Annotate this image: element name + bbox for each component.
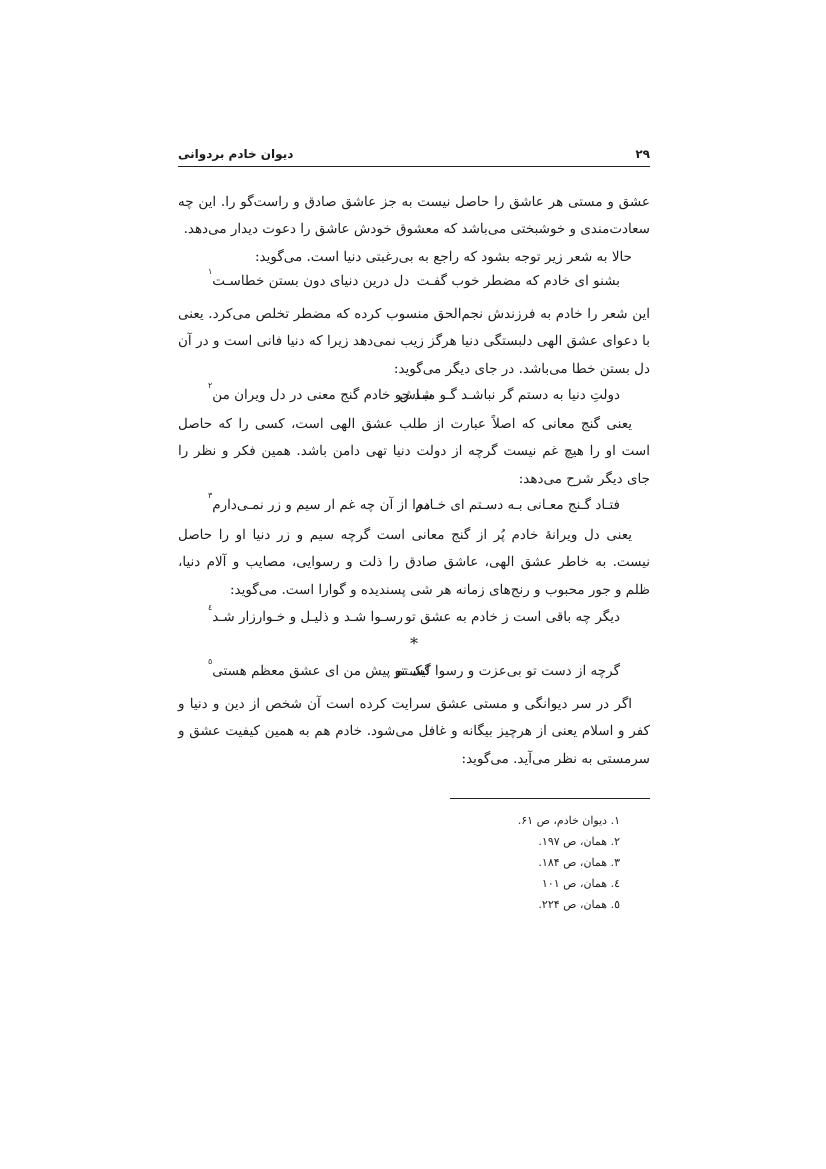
footnote: ۱. دیوان خادم، ص ۶۱.	[517, 814, 620, 827]
running-title: دیوان خادم بردوانی	[178, 147, 294, 161]
footnote: ٤. همان، ص ۱۰۱	[541, 877, 620, 890]
footnote-rule	[450, 798, 650, 799]
verse-hemistich: دیگر چه باقی است ز خادم به عشق تو	[405, 609, 620, 625]
page-header	[178, 143, 650, 165]
text-block-3	[178, 411, 650, 493]
paragraph: اگر در سر دیوانگی و مستی عشق سرایت کرده است آن شخص از دین و دنیا و کفر و اسلام یعنی از هرچیز بیگانه و غافل می‌شود. خادم هم به همین کیفیت عشق و سرمستی به نظر می‌آید. می‌گوید:	[178, 696, 650, 767]
verse-line	[178, 268, 650, 294]
verse-hemistich: مرا از آن چه غم ار سیم و زر نمـی‌دارم$^۳$	[208, 490, 431, 513]
verse-line	[178, 492, 650, 518]
verse-hemistich: گرچه از دست تو بی‌عزت و رسوا گشـتم	[395, 663, 620, 679]
text-block-1	[178, 189, 650, 271]
paragraph: این شعر را خادم به فرزندش نجم‌الحق منسوب کرده که مضطر تخلص می‌کرد. یعنی با دعوای عشق الهی دلبستگی دنیا هرگز زیب نمی‌دهد زیرا که دنیا فانی است و در آن دل بستن خطا می‌باشد. در جای دیگر می‌گوید:	[178, 306, 650, 377]
paragraph: حالا به شعر زیر توجه بشود که راجع به بی‌رغبتی دنیا است. می‌گوید:	[254, 248, 632, 265]
page-number: ۲۹	[635, 147, 650, 161]
paragraph: عشق و مستی هر عاشق را حاصل نیست به جز عاشق صادق و راست‌گو را. این چه سعادت‌مندی و خوشبختی می‌باشد که معشوق خودش عاشق را دعوت دیدار می‌دهد.	[178, 194, 650, 238]
verse-hemistich: شد چو خادم گنج معنی در دل ویران من$^۲$	[208, 380, 433, 403]
paragraph: یعنی دل ویرانهٔ خادم پُر از گنج معانی است گرچه سیم و زر دنیا او را حاصل نیست. به خاطر عشق الهی، عاشق صادق را ذلت و رسوایی، مصایب و آلام دنیا، ظلم و جور محبوب و رنج‌های زمانه هر شی پسندیده و گوارا است. می‌گوید:	[178, 527, 650, 598]
footnote-ref: ٥	[208, 656, 213, 666]
text-block-4	[178, 522, 650, 604]
footnotes	[178, 810, 620, 915]
footnote: ٥. همان، ص ۲۲۴.	[538, 898, 620, 911]
footnote-ref: ۲	[208, 380, 213, 390]
verse-hemistich: لیک تو پیش من ای عشق معظم هستی$^٥$	[208, 656, 430, 679]
verse-hemistich: دل درین دنیای دون بستن خطاسـت$^۱$	[208, 266, 410, 289]
header-rule	[178, 166, 650, 167]
footnote-ref: ۳	[208, 490, 213, 500]
text-block-2	[178, 301, 650, 383]
footnote-ref: ٤	[208, 602, 213, 612]
section-separator: *	[410, 634, 418, 653]
verse-hemistich: رسـوا شـد و ذلیـل و خـوارزار شـد$^٤$	[208, 602, 404, 625]
text-block-5	[178, 691, 650, 773]
footnote: ۲. همان، ص ۱۹۷.	[538, 835, 620, 848]
footnote: ۳. همان، ص ۱۸۴.	[538, 856, 620, 869]
verse-line	[178, 382, 650, 408]
verse-line	[178, 658, 650, 684]
verse-hemistich: بشنو ای خادم که مضطر خوب گفـت	[416, 273, 620, 289]
verse-line	[178, 604, 650, 630]
verse-hemistich: دولتِ دنیا به دستم گر نباشـد گـو مبـاش	[399, 387, 620, 403]
paragraph: یعنی گنج معانی که اصلاً عبارت از طلب عشق الهی است، کسی را که حاصل است او را هیچ غم نیست گرچه از دولت دنیا تهی دامن باشد. همین فکر و نظر را جای دیگر شرح می‌دهد:	[178, 416, 650, 487]
footnote-ref: ۱	[208, 266, 213, 276]
verse-hemistich: فتـاد گـنج معـانی بـه دسـتم ای خـادم	[415, 497, 620, 513]
